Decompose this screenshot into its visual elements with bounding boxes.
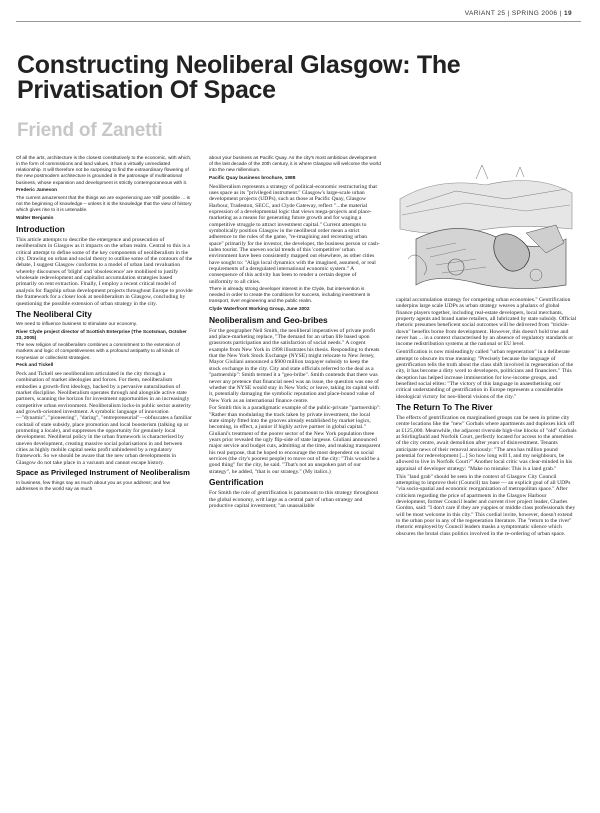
epigraph-attribution: Frederic Jameson: [16, 188, 58, 194]
pull-quote: In business, few things say as much about you as your address; and few addresses in the world say as much: [16, 480, 171, 492]
header-rule: [16, 21, 581, 22]
column-3: [396, 297, 577, 539]
body-paragraph: For Smith the role of gentrification is paramount to this strategy throughout the global economy, writ large as a central part of urban strategy and productive capital investment; "an unassailable: [209, 490, 379, 509]
body-paragraph: Neoliberalism represents a strategy of political-economic restructuring that uses space as its "privileged instrument." Glasgow's large-scale urban development projects (UDPs), such as those at Pacific Quay, Glasgow Harbour, Tradeston, SECC, and Clyde Gateway, reflect "...the material expression of a developmental logic that views mega-projects and place-marketing as a means for generating future growth and for waging a competitive struggle to attract investment capital." Current attempts to symbolically position Glasgow in the neoliberal order mean a strict adherence to the rules of the game, "re-imagining and recreating urban space" primarily for the investor, the developer, the business person or cash-laden tourist. The uneven social trends of this 'competitive' urban environment have been consistently mapped out elsewhere, as other cities have sought to: "Align local dynamics with the imagined, assumed, or real requirements of a deregulated international economic system." A consequence of this activity has been to render a certain degree of uniformity to all cities.: [209, 183, 380, 285]
quote-attribution: Peck and Tickell: [16, 363, 54, 369]
section-heading-gentrification: Gentrification: [209, 477, 264, 488]
pull-quote: There is already strong developer interest in the Clyde, but intervention is needed in order to create the conditions for success, including investment in transport, river engineering and the public realm.: [209, 286, 371, 304]
body-paragraph: Gentrification is now misleadingly called "urban regeneration" in a deliberate attempt to obscure its true meaning: "Precisely because the language of gentrification tells the truth about the class shift involved in regeneration of the city, it has become a dirty word to developers, politicians and financiers." This deception has helped increase immiseration for low-income groups, and benefited social elites: "The victory of this language in anaesthetising our critical understanding of gentrification in Europe represents a considerable ideological victory for neo-liberal visions of the city.": [396, 349, 574, 400]
section-heading-space: Space as Privileged Instrument of Neoliberalism: [16, 468, 190, 478]
pull-quote: about your business as Pacific Quay. As the city's most ambitious development of the last decade of the 20th century, it is where Glasgow will welcome the world into the new millennium.: [209, 156, 381, 174]
illustration-drawing: [396, 159, 576, 295]
section-heading-neoliberal-city: The Neoliberal City: [16, 308, 92, 319]
running-header: [0, 10, 572, 17]
body-paragraph: For the geographer Neil Smith, the neoliberal imperatives of private profit and place-marketing replace, "The demand for an urban life based upon grassroots participation and the satisfaction of social needs." A cogent example from New York in 1998 illustrates his thesis. Responding to threats that the New York Stock Exchange (NYSE) might relocate to New Jersey, Mayor Giuliani announced a $900 million taxpayer subsidy to keep the stock exchange in the city. City and state officials referred to the deal as a "partnership": Smith termed it a "geo-bribe". Smith contends that there was never any pretence that financial need was an issue, the question was one of whether the NYSE would stay in New York; or leave, taking its capital with it, potentially damaging the symbolic reputation and place-bound value of New York as an international finance centre.: [209, 327, 380, 404]
section-heading-geo-bribes: Neoliberalism and Geo-bribes: [209, 314, 328, 325]
quote-attribution: River Clyde project director of Scottish Enterprise (The Scotsman, October 23, 2005): [16, 329, 187, 341]
epigraph-attribution: Walter Benjamin: [16, 215, 54, 221]
pull-quote: We need to influence business to stimulate our economy.: [16, 321, 138, 327]
pull-quote: The new religion of neoliberalism combines a commitment to the extension of markets and logic of competitiveness with a profound antipathy to all kinds of Keynesian or collectivist strategies.: [16, 343, 180, 361]
body-paragraph: For Smith this is a paradigmatic example of the public-private "partnership": "Rather than modulating the track taken by private investment, the local state simply fitted into the grooves already established by market logics, becoming, in effect, a junior if highly active partner in global capital." Giuliani's treatment of the poorer sector of the New York population three years prior revealed the ugly flip-side of state largesse. Giuliani announced major service and budget cuts, admitting at the time, and making transparent his real purpose, that he hoped to encourage the most dependent on social services (the city's poorest people) to move out of the city: "This would be a good thing" for the city, he said. "That's not an unspoken part of our strategy", he added, "that is our strategy." (My italics.): [209, 405, 381, 475]
article-author: Friend of Zanetti: [17, 120, 163, 141]
body-paragraph: This article attempts to describe the emergence and prosecution of neoliberalism in Glasgow as it impacts on the urban realm. Central to this is a critical attempt to define some of the key components of neoliberalism in the city. Drawing on urban and social theory to outline some of the contours of the debate, I suggest Glasgow conforms to a model of urban land revaluation whereby discourses of 'blight' and 'obsolescence' are mobilised to justify wholesale redevelopment and capitalist accumulation strategies based primarily on rent extraction. Finally, I employ a recent critical model of analysis for flagship urban development projects throughout Europe to provide the framework for a closer look at neoliberalism in Glasgow, concluding by questioning the possible extension of urban strategy in the city.: [16, 237, 193, 307]
column-1: [16, 156, 193, 494]
quote-attribution: Clyde Waterfront Working Group, June 2002: [209, 306, 310, 312]
body-paragraph: This "land grab" should be seen in the context of Glasgow City Council attempting to improve their (Council) tax base — an explicit goal of all UDPs "via socio-spatial and economic reorganization of metropolitan space." After criticism regarding the price of apartments in the Glasgow Harbour development, former Council leader and current river project leader, Charles Gordon, said: "I don't care if they are yuppies or middle class professionals they will be most welcome in this city." This cordial invite, however, doesn't extend to the urban poor in any of the regeneration literature. The "return to the river" rhetoric employed by Council leaders masks a symptomatic silence which obscures the brutal class politics involved in the re-ordering of urban space.: [396, 473, 576, 537]
page-number: 19: [563, 10, 572, 17]
body-paragraph: The effects of gentrification on marginalised groups can be seen in prime city centre locations like the "new" Gorbals where apartments and duplexes kick off at £125,000. Meanwhile, the adjacent riverside high-rise blocks of "old" Gorbals at Stirlingfauld and Norfolk Court, perfectly located for access to the amenities of the city centre, await demolition after years of disinvestment. Tenants anticipate news of their removal anxiously: "The area has million pound potential for redevelopment [...] So how long will I, and my neighbours, be allowed to live in Norfolk Court?" Another local critic was clear-minded in his appraisal of developer strategy: "Make no mistake: This is a land grab.": [396, 415, 577, 472]
etching-illustration: [396, 159, 576, 295]
section-heading-return-to-river: The Return To The River: [396, 402, 493, 412]
issue-label: VARIANT 25 | SPRING 2006 |: [464, 10, 562, 17]
quote-attribution: Pacific Quay business brochure, 1988: [209, 175, 296, 181]
article-title: Constructing Neoliberal Glasgow: The Privatisation Of Space: [17, 51, 461, 104]
body-paragraph: Peck and Tickell see neoliberalism articulated in the city through a combination of market ideologies and forces. For them, neoliberalism embodies a growth-first ideology, backed by a pervasive naturalisation of market discipline. Neoliberalism operates through and alongside active state partners, scanning the horizon for investment opportunities in an increasingly competitive urban environment. Neoliberalism locks-in public sector austerity and growth-oriented investment. A symbolic language of innovation—"dynamic", "pioneering", "daring", "entrepreneurial"—obfuscates a familiar cocktail of state subsidy, place promotion and local boosterism (talking up or promoting a locale), and suppresses the opportunity for genuinely local development. Neoliberal policy in the urban framework is characterised by uneven development, creating massive social polarisations in and between cities as highly mobile capital seeks profit unhindered by a regulatory framework. So we should be aware that the new urban developments in Glasgow do not take place in a vacuum and cannot escape history.: [16, 370, 192, 466]
epigraph-jameson: Of all the arts, architecture is the closest constitutively to the economic, with which, in the form of commissions and land values, it has a virtually unmediated relationship. It will therefore not be surprising to find the extraordinary flowering of the new postmodern architecture is grounded in the patronage of multinational business, whose expansion and development is strictly contemporaneous with it.: [16, 156, 192, 186]
column-2: [209, 156, 381, 511]
epigraph-benjamin: The current amazement that the things we are experiencing are 'still' possible ... is not the beginning of knowledge – unless it is the knowledge that the view of history which gives rise to it is untenable.: [16, 195, 192, 214]
body-paragraph: capital accumulation strategy for competing urban economies." Gentrification underpins large scale UDPs as urban strategy weaves a phalanx of global finance players together, including real-estate developers, local merchants, property agents and brand name retailers, all lubricated by state subsidy. Official rhetoric presumes beneficent social outcomes will be delivered from "trickle-down" benefits borne from development. However, this doesn't hold true and never has ... in a context characterised by an absence of regulatory standards or income redistribution systems at the national or EU level.: [396, 297, 577, 348]
section-heading-introduction: Introduction: [16, 224, 65, 235]
